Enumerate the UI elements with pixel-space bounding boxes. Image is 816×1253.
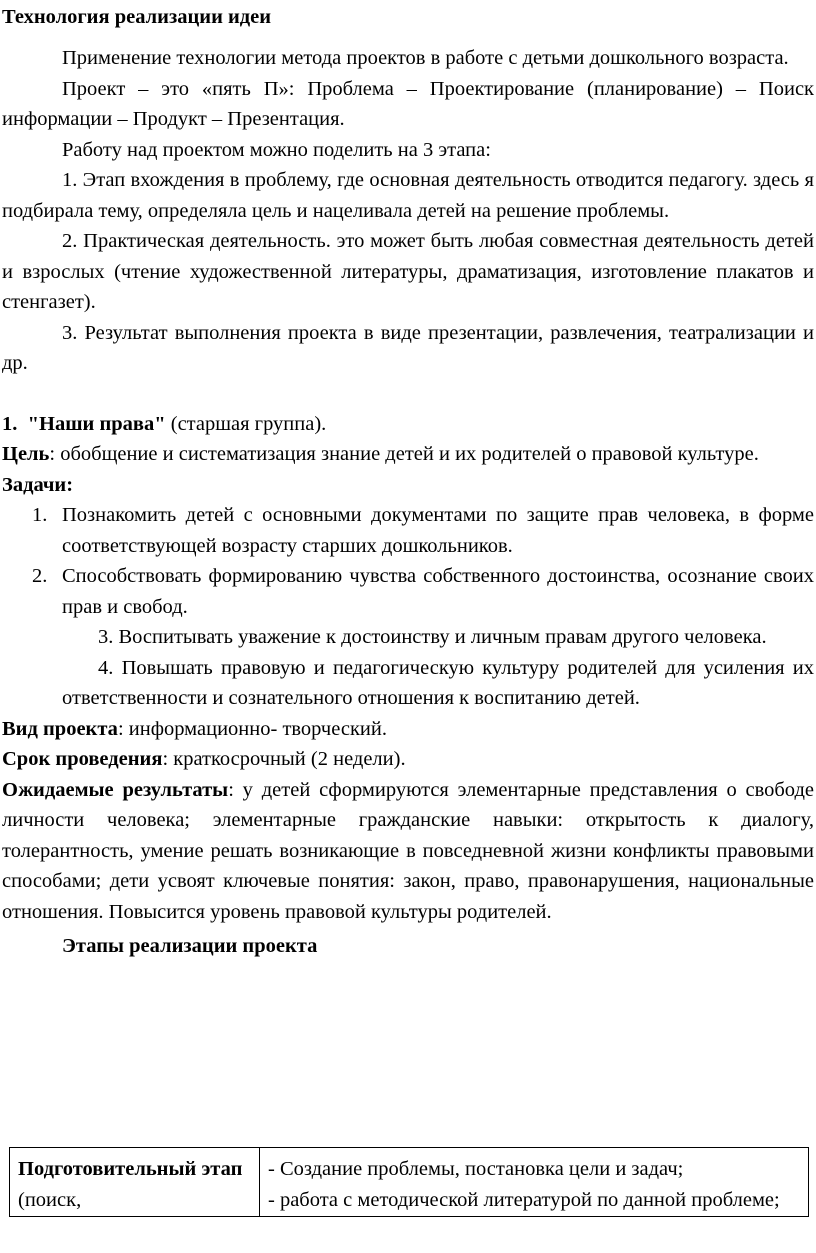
tasks-label: Задачи: [2,473,74,496]
stage-2-paragraph: 2. Практическая деятельность. это может быть любая совместная деятельность детей и взрослых (чтение художественной литературы, драматизация, изготовление плакатов и стенгазет). [2,230,814,313]
goal-label: Цель [2,443,50,465]
intro-paragraph-3: Работу над проектом можно поделить на 3 этапа: [62,138,491,161]
list-item [2,622,814,653]
stage-note: (поиск, [18,1189,82,1211]
task-number: 4. [98,656,114,679]
term-label: Срок проведения [2,748,163,770]
document-heading: Технология реализации идеи [2,6,272,28]
type-text: : информационно- творческий. [117,717,387,740]
project-term [2,744,814,775]
project-title-line [2,409,814,440]
stage-name: Подготовительный этап [18,1158,243,1180]
table-row [10,1148,809,1217]
results-text: : у детей сформируются элементарные представления о свободе личности человека; элементарные гражданские навыки: открытость к диалогу, толерантность, умение решать возникающие в повседневной жизни конфликты правовыми способами; дети усвоят ключевые понятия: закон, право, правонарушения, национальные отношения. Повысится уровень правовой культуры родителей. [2,778,814,923]
stage-1-paragraph: 1. Этап вхождения в проблему, где основная деятельность отводится педагогу. здесь я подбирала тему, определяла цель и нацеливала детей на решение проблемы. [2,169,814,222]
task-text: Способствовать формированию чувства собственного достоинства, осознание своих прав и свобод. [62,565,814,618]
goal-text: : обобщение и систематизация знание детей и их родителей о правовой культуре. [49,443,759,465]
project-title: "Наши права" [27,412,166,435]
project-type [2,714,814,745]
list-item [2,561,814,622]
project-group: (старшая группа). [165,412,327,435]
list-item [2,653,814,714]
type-label: Вид проекта [2,717,118,740]
stages-title: Этапы реализации проекта [62,935,318,957]
project-number: 1. [2,412,18,435]
tasks-list [2,500,814,714]
task-text: Повышать правовую и педагогическую культуру родителей для усиления их ответственности и сознательного отношения к воспитанию детей. [62,656,815,709]
stage-3-paragraph: 3. Результат выполнения проекта в виде презентации, развлечения, театрализации и др. [2,321,814,374]
intro-paragraph-2: Проект – это «пять П»: Проблема – Проектирование (планирование) – Поиск информации – Продукт – Презентация. [2,77,814,130]
stage-content-cell [260,1148,809,1217]
project-goal [2,439,814,470]
task-text: Познакомить детей с основными документами по защите прав человека, в форме соответствующей возрасту старших дошкольников. [62,504,814,557]
stage-name-cell [10,1148,260,1217]
expected-results [2,775,814,928]
stages-table [9,1147,809,1217]
stage-item: - Создание проблемы, постановка цели и задач; [268,1158,684,1180]
results-label: Ожидаемые результаты [2,778,229,801]
task-number: 3. [98,626,114,648]
task-text: Воспитывать уважение к достоинству и личным правам другого человека. [118,626,767,648]
term-text: : краткосрочный (2 недели). [162,748,406,770]
stage-item: - работа с методической литературой по данной проблеме; [268,1189,780,1211]
list-item [2,500,814,561]
intro-paragraph-1: Применение технологии метода проектов в работе с детьми дошкольного возраста. [62,47,789,69]
task-number: 2. [32,565,48,587]
task-number: 1. [32,504,48,526]
spacer [2,379,814,409]
